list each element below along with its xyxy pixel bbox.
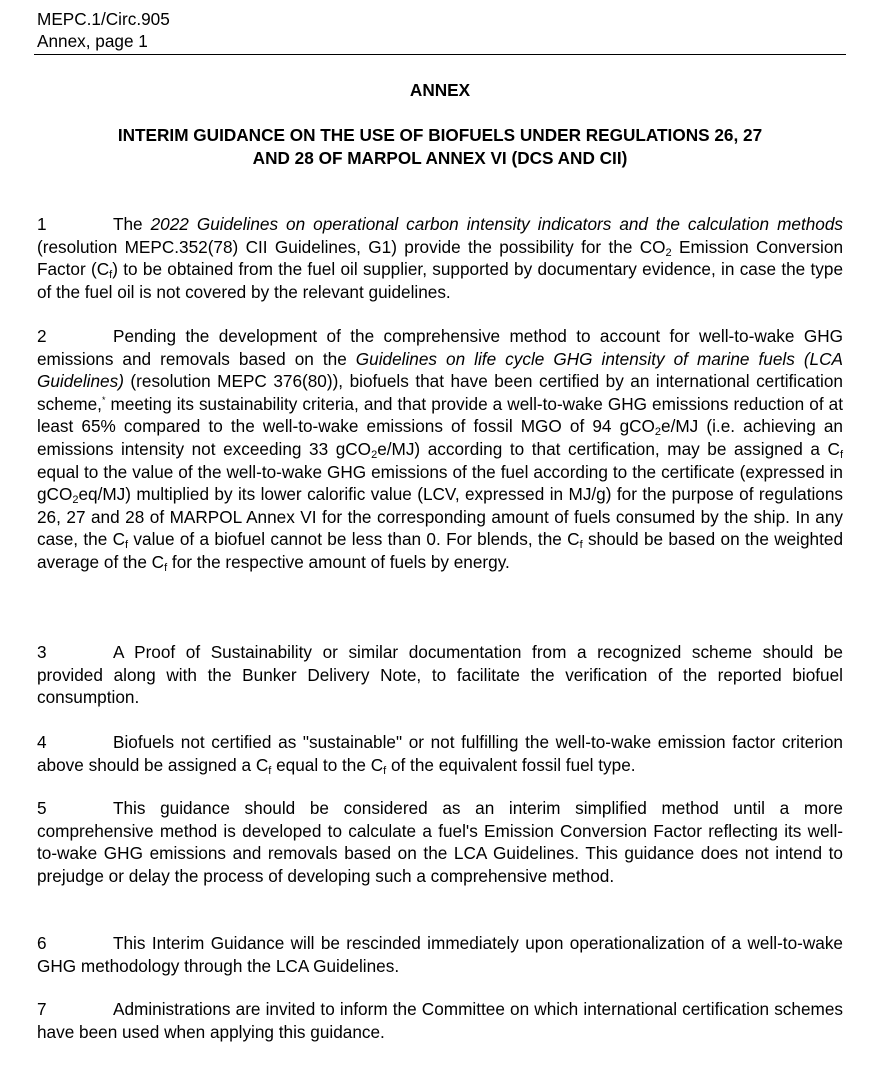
paragraph-number: 4: [37, 732, 47, 752]
paragraph-text: (resolution MEPC 376(80)), biofuels that have been certified by an international certification scheme,: [37, 371, 843, 414]
paragraph-text: value of a biofuel cannot be less than 0. For blends, the C: [128, 529, 580, 550]
subscript: f: [268, 764, 272, 777]
paragraph-text: eq/MJ) multiplied by its lower calorific value (LCV, expressed in MJ/g) for the purpose of regulations 26, 27 and 28 of MARPOL Annex VI for the corresponding amount of fuels consumed by the ship. In any case, the C: [37, 484, 843, 550]
page-header: [37, 8, 845, 52]
page-reference: Annex, page 1: [37, 31, 148, 51]
subscript: f: [579, 539, 583, 552]
paragraph-6: [37, 932, 843, 977]
subscript: 2: [654, 426, 662, 439]
paragraph-text: e/MJ (i.e. achieving an emissions intensity not exceeding 33 gCO: [37, 416, 843, 459]
paragraph-text: for the respective amount of fuels by energy.: [167, 551, 510, 572]
paragraph-text: meeting its sustainability criteria, and that provide a well-to-wake GHG emissions reduction of at least 65% compared to the well-to-wake emissions of fossil MGO of 94 gCO: [37, 393, 843, 437]
paragraph-1: [37, 213, 843, 303]
subscript: f: [164, 561, 168, 574]
subscript: 2: [72, 494, 79, 507]
guidelines-title-italic: 2022 Guidelines on operational carbon intensity indicators and the calculation methods: [150, 214, 843, 234]
title-line-2: AND 28 OF MARPOL ANNEX VI (DCS AND CII): [252, 148, 628, 168]
paragraph-text: equal to the C: [271, 754, 384, 775]
paragraph-text: (resolution MEPC.352(78) CII Guidelines, G1) provide the possibility for the CO: [37, 236, 666, 257]
header-divider: [34, 54, 846, 55]
paragraph-text: This guidance should be considered as an interim simplified method until a more comprehensive method is developed to calculate a fuel's Emission Conversion Factor reflecting its well-to-wake GHG emissions and removals based on the LCA Guidelines. This guidance does not intend to prejudge or delay the process of developing such a comprehensive method.: [37, 798, 843, 886]
paragraph-number: 5: [37, 798, 47, 818]
paragraph-number: 2: [37, 326, 47, 346]
annex-heading: ANNEX: [409, 80, 471, 100]
paragraph-text: e/MJ) according to that certification, may be assigned a C: [377, 438, 840, 459]
paragraph-text: equal to the value of the well-to-wake GHG emissions of the fuel according to the certificate (expressed in gCO: [37, 461, 843, 505]
paragraph-text: should be based on the weighted average of the C: [37, 529, 844, 572]
paragraph-text: Administrations are invited to inform the Committee on which international certification schemes have been used when applying this guidance.: [37, 999, 843, 1042]
paragraph-7: [37, 998, 843, 1043]
paragraph-text: Pending the development of the comprehensive method to account for well-to-wake GHG emissions and removals based on the: [37, 326, 843, 369]
paragraph-number: 7: [37, 999, 47, 1019]
paragraph-text: ) to be obtained from the fuel oil supplier, supported by documentary evidence, in case the type of the fuel oil is not covered by the relevant guidelines.: [37, 259, 844, 302]
document-title: [37, 124, 843, 170]
subscript: f: [383, 764, 387, 777]
subscript: f: [125, 539, 129, 552]
paragraph-text: The: [113, 214, 151, 234]
paragraph-4: [37, 731, 843, 776]
footnote-marker: *: [101, 394, 106, 405]
paragraph-text: A Proof of Sustainability or similar documentation from a recognized scheme should be provided along with the Bunker Delivery Note, to facilitate the verification of the reported biofuel consumption.: [37, 642, 843, 708]
paragraph-text: Emission Conversion Factor (C: [37, 236, 843, 280]
paragraph-text: This Interim Guidance will be rescinded immediately upon operationalization of a well-to-wake GHG methodology through the LCA Guidelines.: [37, 933, 843, 976]
paragraph-number: 3: [37, 642, 47, 662]
subscript: f: [109, 269, 113, 282]
subscript: f: [839, 448, 843, 461]
paragraph-text: of the equivalent fossil fuel type.: [386, 754, 636, 775]
paragraph-3: [37, 641, 843, 709]
paragraph-number: 1: [37, 214, 47, 234]
guidelines-title-italic: Guidelines on life cycle GHG intensity of marine fuels (LCA Guidelines): [37, 348, 843, 392]
paragraph-5: [37, 797, 843, 887]
document-reference: MEPC.1/Circ.905: [37, 9, 170, 29]
title-line-1: INTERIM GUIDANCE ON THE USE OF BIOFUELS UNDER REGULATIONS 26, 27: [117, 125, 763, 145]
paragraph-number: 6: [37, 933, 47, 953]
subscript: 2: [665, 246, 672, 259]
paragraph-2: [37, 325, 843, 574]
subscript: 2: [371, 448, 378, 461]
paragraph-text: Biofuels not certified as "sustainable" or not fulfilling the well-to-wake emission factor criterion above should be assigned a C: [37, 732, 843, 775]
